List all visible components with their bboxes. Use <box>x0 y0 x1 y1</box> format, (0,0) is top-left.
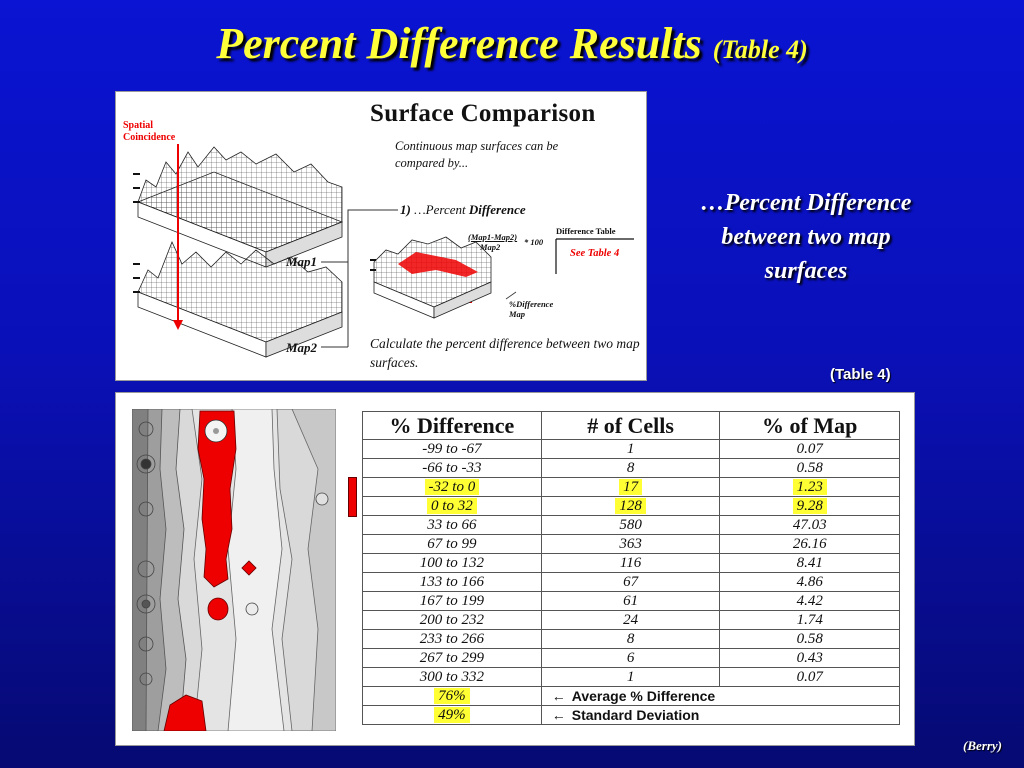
table-cell-range <box>363 630 542 649</box>
cell-value-cells: 8 <box>626 630 635 647</box>
cell-value-range: 167 to 199 <box>419 592 484 609</box>
table-cell-cells <box>541 440 720 459</box>
table-cell-cells <box>541 535 720 554</box>
surface-comparison-description: Continuous map surfaces can be compared by... <box>395 139 559 170</box>
table-row <box>363 440 900 459</box>
calculate-description: Calculate the percent difference between two map surfaces. <box>370 336 640 370</box>
method-bold: Difference <box>468 202 526 217</box>
table-cell-range <box>363 440 542 459</box>
left-arrow-icon: ← <box>551 707 566 723</box>
cell-value-pct: 0.58 <box>796 630 823 647</box>
stddev-value-cell <box>363 706 542 725</box>
table-cell-pct <box>720 649 900 668</box>
cell-value-range: 0 to 32 <box>427 498 477 514</box>
table-row <box>363 554 900 573</box>
average-row <box>363 687 900 706</box>
table-cell-range <box>363 535 542 554</box>
table-cell-range <box>363 573 542 592</box>
table-row <box>363 630 900 649</box>
cell-value-cells: 363 <box>619 535 642 552</box>
table-cell-cells <box>541 668 720 687</box>
cell-value-range: -66 to -33 <box>422 459 482 476</box>
table-cell-range <box>363 668 542 687</box>
stddev-label-cell <box>541 706 899 725</box>
header-percent-difference: % Difference <box>363 412 542 440</box>
table-cell-cells <box>541 573 720 592</box>
slide-title-sub: (Table 4) <box>712 35 808 64</box>
table-cell-pct <box>720 440 900 459</box>
table-row <box>363 611 900 630</box>
cell-value-cells: 24 <box>623 611 639 628</box>
cell-value-pct: 9.28 <box>793 498 827 514</box>
pd-map-label-line1: %Difference <box>509 299 554 309</box>
method-percent-difference <box>400 202 526 218</box>
average-label-cell <box>541 687 899 706</box>
cell-value-pct: 4.42 <box>796 592 823 609</box>
table-cell-range <box>363 497 542 516</box>
percent-difference-map-label <box>509 299 553 319</box>
cell-value-cells: 17 <box>619 479 642 495</box>
header-number-of-cells: # of Cells <box>541 412 720 440</box>
table-cell-cells <box>541 592 720 611</box>
table4-panel <box>115 392 915 746</box>
cell-value-cells: 67 <box>623 573 639 590</box>
table-cell-cells <box>541 516 720 535</box>
caption-line2: between two map <box>721 224 891 250</box>
table-row <box>363 668 900 687</box>
cell-value-pct: 0.58 <box>796 459 823 476</box>
cell-value-cells: 6 <box>626 649 635 666</box>
cell-value-pct: 47.03 <box>792 516 827 533</box>
slide-title-main: Percent Difference Results <box>216 19 702 68</box>
cell-value-cells: 61 <box>623 592 639 609</box>
percent-difference-contour-map <box>132 409 336 731</box>
cell-value-pct: 1.74 <box>796 611 823 628</box>
slide-title <box>0 18 1024 69</box>
table-row <box>363 459 900 478</box>
credit-label: (Berry) <box>963 738 1002 753</box>
cell-value-cells: 1 <box>626 440 635 457</box>
table-cell-pct <box>720 554 900 573</box>
table-row <box>363 649 900 668</box>
spatial-coincidence-label <box>123 120 175 144</box>
cell-value-range: 67 to 99 <box>427 535 477 552</box>
stddev-row <box>363 706 900 725</box>
table-row <box>363 516 900 535</box>
cell-value-pct: 0.43 <box>796 649 823 666</box>
surface-comparison-figure <box>115 91 647 381</box>
formula-factor: * 100 <box>524 237 544 247</box>
table-cell-cells <box>541 554 720 573</box>
table-cell-range <box>363 592 542 611</box>
legend-red-marker <box>348 477 357 517</box>
formula-denominator: Map2 <box>480 242 501 252</box>
table-cell-pct <box>720 630 900 649</box>
table-header-row <box>363 412 900 440</box>
cell-value-cells: 1 <box>626 668 635 685</box>
method-number: 1) <box>400 202 411 217</box>
table-cell-pct <box>720 535 900 554</box>
percent-difference-caption <box>660 186 952 288</box>
cell-value-pct: 0.07 <box>796 440 823 457</box>
surface-comparison-heading: Surface Comparison <box>370 100 596 127</box>
table-row <box>363 497 900 516</box>
table-cell-cells <box>541 459 720 478</box>
table-cell-pct <box>720 611 900 630</box>
spatial-label-line1: Spatial <box>123 120 154 131</box>
average-label: Average % Difference <box>571 688 716 704</box>
stddev-value: 49% <box>434 707 470 723</box>
table-cell-pct <box>720 516 900 535</box>
average-value: 76% <box>434 688 470 704</box>
table-cell-pct <box>720 478 900 497</box>
cell-value-cells: 116 <box>619 554 642 571</box>
cell-value-pct: 0.07 <box>796 668 823 685</box>
caption-line1: …Percent Difference <box>700 190 912 216</box>
table-cell-cells <box>541 478 720 497</box>
table-cell-pct <box>720 668 900 687</box>
table-row <box>363 478 900 497</box>
average-value-cell <box>363 687 542 706</box>
left-arrow-icon: ← <box>551 688 566 704</box>
formula-numerator: (Map1-Map2) <box>468 232 518 242</box>
table-cell-range <box>363 516 542 535</box>
table-cell-pct <box>720 497 900 516</box>
caption-line3: surfaces <box>764 258 848 284</box>
cell-value-cells: 580 <box>619 516 642 533</box>
see-table-label: See Table 4 <box>570 248 620 259</box>
header-percent-of-map: % of Map <box>720 412 900 440</box>
table-cell-range <box>363 611 542 630</box>
stddev-label: Standard Deviation <box>571 707 700 723</box>
cell-value-range: 233 to 266 <box>419 630 484 647</box>
table-cell-cells <box>541 497 720 516</box>
percent-difference-formula <box>468 232 517 252</box>
cell-value-cells: 128 <box>615 498 646 514</box>
cell-value-pct: 8.41 <box>796 554 823 571</box>
cell-value-pct: 1.23 <box>793 479 827 495</box>
cell-value-range: 133 to 166 <box>419 573 484 590</box>
table-cell-range <box>363 459 542 478</box>
pd-map-label-line2: Map <box>509 309 526 319</box>
cell-value-range: 200 to 232 <box>419 611 484 628</box>
cell-value-range: 267 to 299 <box>419 649 484 666</box>
cell-value-range: 100 to 132 <box>419 554 484 571</box>
map2-label: Map2 <box>286 340 318 355</box>
table-row <box>363 535 900 554</box>
method-text: …Percent <box>414 202 469 217</box>
table-cell-pct <box>720 592 900 611</box>
map1-surface <box>138 147 342 267</box>
cell-value-range: -99 to -67 <box>422 440 482 457</box>
cell-value-cells: 8 <box>626 459 635 476</box>
table-cell-range <box>363 649 542 668</box>
table-row <box>363 573 900 592</box>
difference-table-label: Difference Table <box>556 226 616 236</box>
cell-value-pct: 26.16 <box>792 535 827 552</box>
axis-ticks <box>133 174 140 292</box>
cell-value-range: -32 to 0 <box>425 479 480 495</box>
spatial-label-line2: Coincidence <box>123 132 176 143</box>
cell-value-pct: 4.86 <box>796 573 823 590</box>
table4-tag: (Table 4) <box>830 366 891 383</box>
table-cell-cells <box>541 630 720 649</box>
table-cell-cells <box>541 611 720 630</box>
table-cell-pct <box>720 459 900 478</box>
map1-label: Map1 <box>286 254 318 269</box>
cell-value-range: 300 to 332 <box>419 668 484 685</box>
percent-difference-table <box>362 411 900 725</box>
table-cell-range <box>363 478 542 497</box>
cell-value-range: 33 to 66 <box>427 516 477 533</box>
table-cell-range <box>363 554 542 573</box>
table-cell-cells <box>541 649 720 668</box>
table-row <box>363 592 900 611</box>
table-cell-pct <box>720 573 900 592</box>
